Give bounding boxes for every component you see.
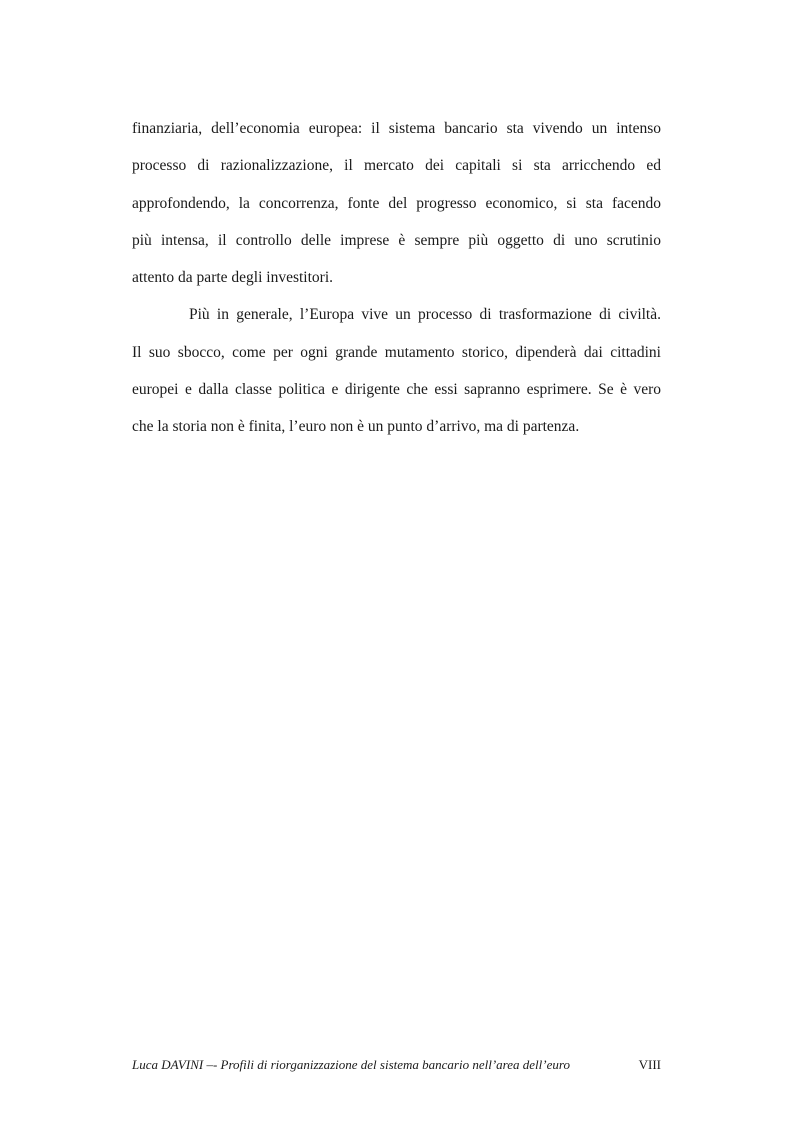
text-line: Più in generale, l’Europa vive un processo di trasformazione di civiltà. [189,306,661,324]
page-number: VIII [638,1057,661,1072]
text-line: approfondendo, la concorrenza, fonte del progresso economico, si sta facendo [132,194,661,212]
text-line: finanziaria, dell’economia europea: il sistema bancario sta vivendo un intenso [132,120,661,137]
text-line: che la storia non è finita, l’euro non è un punto d’arrivo, ma di partenza. [132,418,580,436]
text-line: attento da parte degli investitori. [132,269,334,287]
paragraph-2 [132,296,661,445]
text-line: processo di razionalizzazione, il mercato dei capitali si sta arricchendo ed [132,157,661,175]
text-line: Il suo sbocco, come per ogni grande mutamento storico, dipenderà dai cittadini [132,343,661,361]
page-footer [132,1057,661,1079]
paragraph-1 [132,110,661,296]
text-line: europei e dalla classe politica e dirigente che essi sapranno esprimere. Se è vero [132,381,661,399]
footer-text: Luca DAVINI –- Profili di riorganizzazione del sistema bancario nell’area dell’euro [132,1057,570,1072]
body-text [132,110,661,446]
text-line: più intensa, il controllo delle imprese è sempre più oggetto di uno scrutinio [132,231,661,249]
